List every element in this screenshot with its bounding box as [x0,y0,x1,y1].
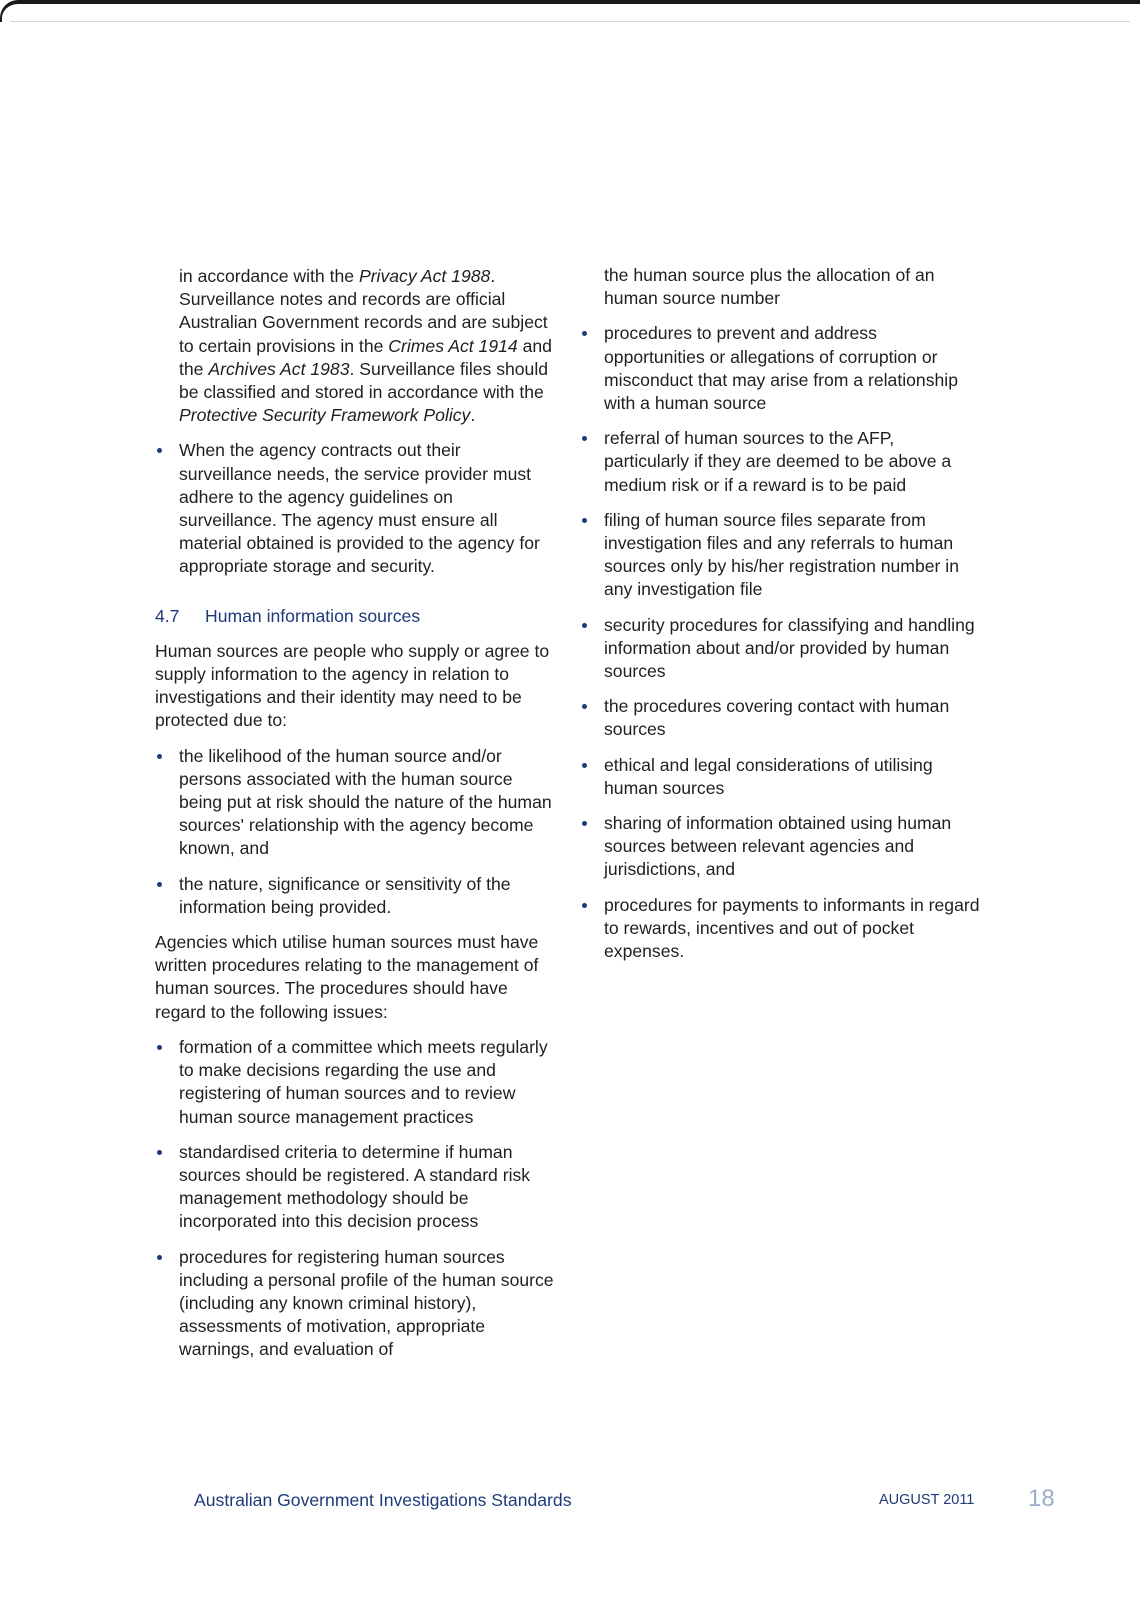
list-item: sharing of information obtained using human sources between relevant agencies and jurisdictions, and [580,812,980,882]
text-segment: and the [179,335,552,379]
list-item: procedures for payments to informants in regard to rewards, incentives and out of pocket expenses. [580,894,980,964]
list-item: ethical and legal considerations of utilising human sources [580,754,980,800]
procedure-issues-list [155,1036,555,1362]
list-item: the nature, significance or sensitivity of the information being provided. [155,873,555,919]
list-item: standardised criteria to determine if human sources should be registered. A standard risk management methodology should be incorporated into this decision process [155,1141,555,1234]
protection-reasons-list [155,745,555,919]
list-item: security procedures for classifying and handling information about and/or provided by human sources [580,614,980,684]
section-heading [155,605,555,628]
list-item: When the agency contracts out their surveillance needs, the service provider must adhere to the agency guidelines on surveillance. The agency must ensure all material obtained is provided to the agency for appropriate storage and security. [155,439,555,578]
left-column [155,265,555,1374]
list-item: referral of human sources to the AFP, particularly if they are deemed to be above a medium risk or if a reward is to be paid [580,427,980,497]
list-item: procedures for registering human sources including a personal profile of the human source (including any known criminal history), assessments of motivation, appropriate warnings, and evaluation of [155,1246,555,1362]
act-name: Archives Act 1983 [208,358,350,379]
section-title: Human information sources [205,605,421,626]
human-sources-intro: Human sources are people who supply or agree to supply information to the agency in relation to investigations and their identity may need to be protected due to: [155,640,550,731]
list-item: the procedures covering contact with human sources [580,695,980,741]
list-item: the likelihood of the human source and/or persons associated with the human source being put at risk should the nature of the human sources' relationship with the agency become known, and [155,745,555,861]
page-edge-line [10,21,1130,22]
list-item: formation of a committee which meets regularly to make decisions regarding the use and registering of human sources and to review human source management practices [155,1036,555,1129]
page-number: 18 [1028,1485,1055,1512]
footer-document-title: Australian Government Investigations Standards [194,1490,572,1510]
intro-paragraph [179,265,555,427]
footer-date: AUGUST 2011 [879,1492,975,1508]
surveillance-bullet-list [155,439,555,578]
list-item: procedures to prevent and address opportunities or allegations of corruption or misconduct that may arise from a relationship with a human source [580,322,980,415]
right-column [580,264,980,975]
procedure-issues-list-continued [580,322,980,963]
act-name: Crimes Act 1914 [388,335,518,356]
continuation-text: the human source plus the allocation of an human source number [604,265,935,309]
text-segment: in accordance with the [179,266,359,286]
text-segment: . Surveillance notes and records are official Australian Government records and are subject to certain provisions in the [179,266,548,356]
act-name: Privacy Act 1988 [358,266,491,286]
page-top-edge [0,0,1140,22]
text-segment: . [470,405,476,426]
text-segment: . Surveillance files should be classified and stored in accordance with the [179,358,549,403]
list-item: filing of human source files separate from investigation files and any referrals to human sources only by his/her registration number in any investigation file [580,509,980,602]
act-name: Protective Security Framework Policy [179,405,471,426]
section-number: 4.7 [155,605,180,626]
procedures-intro: Agencies which utilise human sources must have written procedures relating to the management of human sources. The procedures should have regard to the following issues: [155,932,539,1022]
